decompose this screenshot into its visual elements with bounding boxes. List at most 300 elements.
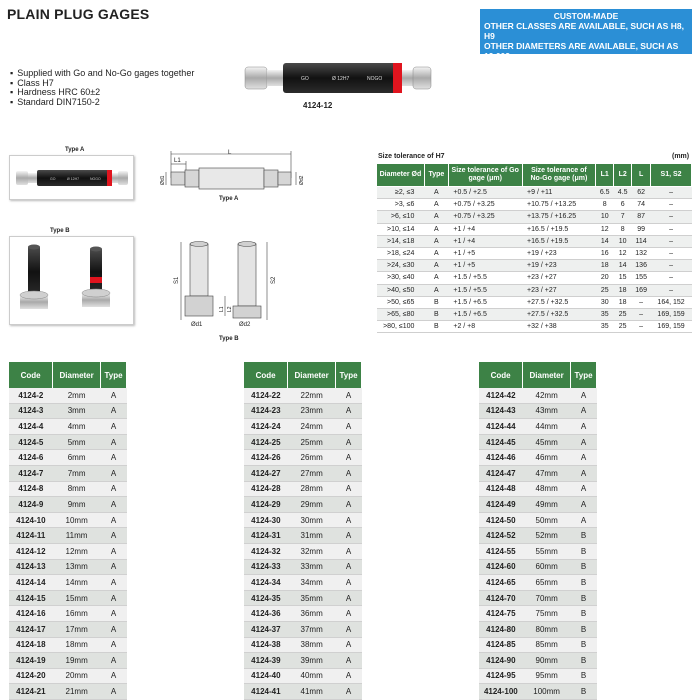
type-header: Type (336, 362, 362, 388)
type-cell: A (571, 450, 597, 466)
diameter-cell: 39mm (288, 653, 336, 669)
code-cell: 4124-17 (9, 621, 53, 637)
type-header: Type (101, 362, 127, 388)
tolerance-cell: >10, ≤14 (377, 223, 425, 235)
type-cell: A (101, 637, 127, 653)
tolerance-row (377, 321, 692, 333)
product-model-label: 4124-12 (303, 101, 333, 110)
tolerance-cell: +13.75 / +16.25 (522, 211, 596, 223)
diameter-cell: 49mm (523, 497, 571, 513)
tolerance-cell: 35 (596, 321, 614, 333)
type-cell: A (336, 450, 362, 466)
code-cell: 4124-7 (9, 465, 53, 481)
type-cell: A (101, 481, 127, 497)
tolerance-cell: 12 (596, 223, 614, 235)
tolerance-cell: A (424, 260, 448, 272)
diameter-cell: 80mm (523, 621, 571, 637)
code-header: Code (9, 362, 53, 388)
type-cell: A (336, 653, 362, 669)
code-cell: 4124-35 (244, 590, 288, 606)
tolerance-cell: +27.5 / +32.5 (522, 296, 596, 308)
type-cell: A (336, 668, 362, 684)
diameter-cell: 12mm (53, 543, 101, 559)
tolerance-cell: 18 (614, 296, 632, 308)
type-cell: B (571, 684, 597, 700)
tolerance-cell: – (651, 187, 692, 199)
tolerance-cell: >80, ≤100 (377, 321, 425, 333)
type-cell: A (336, 590, 362, 606)
tolerance-cell: 14 (596, 235, 614, 247)
tolerance-cell: 132 (632, 247, 651, 259)
diameter-cell: 65mm (523, 575, 571, 591)
nogo-mark: NOGO (90, 177, 101, 181)
type-cell: A (336, 481, 362, 497)
table-row (9, 621, 127, 637)
type-cell: B (571, 543, 597, 559)
code-cell: 4124-50 (479, 512, 523, 528)
diameter-cell: 24mm (288, 419, 336, 435)
tolerance-row (377, 211, 692, 223)
code-cell: 4124-24 (244, 419, 288, 435)
diameter-cell: 36mm (288, 606, 336, 622)
tolerance-cell: >3, ≤6 (377, 199, 425, 211)
diameter-cell: 11mm (53, 528, 101, 544)
code-header: Code (479, 362, 523, 388)
code-cell: 4124-85 (479, 637, 523, 653)
custom-made-line: OTHER LENGTHS ARE AVAILABLE, SUCH AS 70mm (484, 61, 669, 81)
type-b-photo (9, 236, 134, 325)
tolerance-cell: +1.5 / +5.5 (448, 272, 522, 284)
type-a-photo (9, 155, 134, 200)
table-row (9, 450, 127, 466)
code-cell: 4124-34 (244, 575, 288, 591)
type-cell: A (101, 606, 127, 622)
code-cell: 4124-9 (9, 497, 53, 513)
table-row (9, 419, 127, 435)
diameter-cell: 4mm (53, 419, 101, 435)
tolerance-cell: 20 (596, 272, 614, 284)
dim-s2: S2 (271, 276, 277, 284)
type-cell: B (571, 653, 597, 669)
table-row (479, 465, 597, 481)
table-row (244, 637, 362, 653)
nogo-mark: NOGO (367, 76, 383, 82)
code-cell: 4124-90 (479, 653, 523, 669)
code-cell: 4124-39 (244, 653, 288, 669)
type-cell: A (336, 434, 362, 450)
table-row (9, 684, 127, 700)
table-row (244, 653, 362, 669)
tolerance-row (377, 296, 692, 308)
tolerance-cell: +16.5 / +19.5 (522, 235, 596, 247)
code-cell: 4124-8 (9, 481, 53, 497)
table-row (479, 606, 597, 622)
product-image (243, 60, 433, 96)
code-cell: 4124-52 (479, 528, 523, 544)
tolerance-cell: 74 (632, 199, 651, 211)
tolerance-cell: A (424, 187, 448, 199)
tolerance-cell: B (424, 308, 448, 320)
table-row (9, 388, 127, 403)
tolerance-cell: – (632, 321, 651, 333)
diameter-cell: 28mm (288, 481, 336, 497)
tolerance-cell: – (632, 296, 651, 308)
code-cell: 4124-44 (479, 419, 523, 435)
tolerance-cell: – (651, 223, 692, 235)
diameter-cell: 22mm (288, 388, 336, 403)
tolerance-cell: +0.5 / +2.5 (448, 187, 522, 199)
diameter-cell: 37mm (288, 621, 336, 637)
code-cell: 4124-65 (479, 575, 523, 591)
table-row (244, 497, 362, 513)
diameter-cell: 47mm (523, 465, 571, 481)
tolerance-cell: A (424, 284, 448, 296)
table-row (244, 419, 362, 435)
diameter-cell: 46mm (523, 450, 571, 466)
tolerance-cell: 18 (596, 260, 614, 272)
type-cell: A (101, 684, 127, 700)
type-cell: A (101, 543, 127, 559)
diameter-cell: 60mm (523, 559, 571, 575)
type-cell: B (571, 528, 597, 544)
tolerance-cell: 99 (632, 223, 651, 235)
diameter-cell: 7mm (53, 465, 101, 481)
diameter-cell: 35mm (288, 590, 336, 606)
diameter-cell: 25mm (288, 434, 336, 450)
dim-d1: Ød1 (191, 322, 203, 328)
code-cell: 4124-15 (9, 590, 53, 606)
table-row (244, 388, 362, 403)
table-row (479, 575, 597, 591)
tolerance-cell: >14, ≤18 (377, 235, 425, 247)
table-row (244, 575, 362, 591)
type-cell: A (571, 465, 597, 481)
tolerance-cell: +0.75 / +3.25 (448, 199, 522, 211)
code-cell: 4124-47 (479, 465, 523, 481)
tolerance-cell: +27.5 / +32.5 (522, 308, 596, 320)
tolerance-cell: +23 / +27 (522, 272, 596, 284)
tolerance-cell: 15 (614, 272, 632, 284)
custom-made-heading: CUSTOM-MADE (553, 11, 619, 21)
feature-item: ▪ Standard DIN7150-2 (10, 98, 194, 108)
type-cell: B (571, 575, 597, 591)
tolerance-cell: 169, 159 (651, 321, 692, 333)
diameter-cell: 38mm (288, 637, 336, 653)
tolerance-cell: 6 (614, 199, 632, 211)
code-cell: 4124-16 (9, 606, 53, 622)
table-row (9, 559, 127, 575)
type-b-photo-label: Type B (50, 228, 70, 234)
dim-d2: Ød2 (239, 322, 251, 328)
dim-l2: L2 (227, 306, 233, 312)
type-cell: A (336, 512, 362, 528)
table-row (9, 481, 127, 497)
table-row (9, 668, 127, 684)
diameter-cell: 43mm (523, 403, 571, 419)
tolerance-cell: 16 (596, 247, 614, 259)
table-row (244, 590, 362, 606)
type-cell: B (571, 559, 597, 575)
table-row (479, 668, 597, 684)
type-cell: A (101, 450, 127, 466)
table-row (479, 559, 597, 575)
tolerance-cell: 6.5 (596, 187, 614, 199)
diameter-cell: 40mm (288, 668, 336, 684)
table-row (9, 528, 127, 544)
code-cell: 4124-41 (244, 684, 288, 700)
tolerance-cell: 136 (632, 260, 651, 272)
table-row (9, 653, 127, 669)
code-header-row (244, 362, 362, 388)
tolerance-cell: 155 (632, 272, 651, 284)
tolerance-header: Type (424, 164, 448, 187)
tolerance-cell: – (651, 235, 692, 247)
type-cell: A (101, 434, 127, 450)
tolerance-cell: A (424, 272, 448, 284)
code-cell: 4124-21 (9, 684, 53, 700)
table-row (479, 481, 597, 497)
type-a-drawing (156, 148, 306, 204)
code-cell: 4124-31 (244, 528, 288, 544)
table-row (479, 497, 597, 513)
tolerance-cell: – (651, 211, 692, 223)
diameter-cell: 70mm (523, 590, 571, 606)
type-cell: A (571, 434, 597, 450)
tolerance-cell: 14 (614, 260, 632, 272)
tolerance-header: S1, S2 (651, 164, 692, 187)
table-row (9, 575, 127, 591)
code-cell: 4124-43 (479, 403, 523, 419)
dim-l1: L1 (219, 306, 225, 312)
code-cell: 4124-29 (244, 497, 288, 513)
size-mark: Ø 12H7 (332, 76, 350, 82)
code-cell: 4124-32 (244, 543, 288, 559)
tolerance-cell: >50, ≤65 (377, 296, 425, 308)
code-cell: 4124-40 (244, 668, 288, 684)
tolerance-unit: (mm) (672, 153, 690, 160)
diameter-header: Diameter (523, 362, 571, 388)
tolerance-cell: +1.5 / +5.5 (448, 284, 522, 296)
code-cell: 4124-22 (244, 388, 288, 403)
type-cell: A (571, 481, 597, 497)
tolerance-cell: A (424, 223, 448, 235)
code-cell: 4124-80 (479, 621, 523, 637)
table-row (244, 528, 362, 544)
page-title: PLAIN PLUG GAGES (7, 6, 150, 22)
tolerance-cell: 10 (596, 211, 614, 223)
table-row (244, 481, 362, 497)
type-cell: A (101, 512, 127, 528)
tolerance-cell: 25 (614, 308, 632, 320)
tolerance-cell: 8 (614, 223, 632, 235)
type-b-drawing-label: Type B (219, 336, 239, 342)
type-cell: B (571, 668, 597, 684)
type-cell: A (336, 497, 362, 513)
tolerance-cell: +32 / +38 (522, 321, 596, 333)
diameter-cell: 31mm (288, 528, 336, 544)
tolerance-header: L1 (596, 164, 614, 187)
diameter-cell: 16mm (53, 606, 101, 622)
tolerance-cell: +1 / +4 (448, 235, 522, 247)
diameter-cell: 15mm (53, 590, 101, 606)
tolerance-row (377, 284, 692, 296)
type-cell: A (101, 497, 127, 513)
dim-l: L (228, 150, 232, 156)
code-cell: 4124-75 (479, 606, 523, 622)
type-cell: A (101, 590, 127, 606)
table-row (244, 512, 362, 528)
code-cell: 4124-5 (9, 434, 53, 450)
tolerance-cell: +1 / +4 (448, 223, 522, 235)
table-row (9, 606, 127, 622)
tolerance-cell: B (424, 296, 448, 308)
table-row (479, 684, 597, 700)
type-cell: A (336, 575, 362, 591)
type-cell: A (336, 684, 362, 700)
type-cell: A (571, 419, 597, 435)
type-cell: A (101, 653, 127, 669)
tolerance-cell: 30 (596, 296, 614, 308)
diameter-cell: 3mm (53, 403, 101, 419)
custom-made-line: OTHER DIAMETERS ARE AVAILABLE, SUCH AS 19.003mm (484, 41, 679, 61)
tolerance-row (377, 223, 692, 235)
type-cell: A (101, 388, 127, 403)
diameter-cell: 6mm (53, 450, 101, 466)
table-row (244, 450, 362, 466)
code-cell: 4124-46 (479, 450, 523, 466)
code-cell: 4124-11 (9, 528, 53, 544)
code-cell: 4124-49 (479, 497, 523, 513)
table-row (479, 403, 597, 419)
table-row (479, 388, 597, 403)
diameter-cell: 9mm (53, 497, 101, 513)
diameter-cell: 10mm (53, 512, 101, 528)
go-mark: GO (301, 76, 309, 82)
tolerance-cell: 25 (614, 321, 632, 333)
table-row (479, 543, 597, 559)
code-cell: 4124-42 (479, 388, 523, 403)
tolerance-cell: ≥2, ≤3 (377, 187, 425, 199)
code-cell: 4124-30 (244, 512, 288, 528)
tolerance-cell: >6, ≤10 (377, 211, 425, 223)
table-row (479, 419, 597, 435)
tolerance-cell: 169 (632, 284, 651, 296)
size-mark: Ø 12H7 (67, 177, 80, 181)
diameter-cell: 13mm (53, 559, 101, 575)
diameter-cell: 44mm (523, 419, 571, 435)
tolerance-cell: – (651, 284, 692, 296)
tolerance-cell: 164, 152 (651, 296, 692, 308)
code-cell: 4124-45 (479, 434, 523, 450)
code-cell: 4124-2 (9, 388, 53, 403)
diameter-cell: 5mm (53, 434, 101, 450)
tolerance-row (377, 199, 692, 211)
table-row (9, 434, 127, 450)
type-cell: A (571, 388, 597, 403)
tolerance-table-title: Size tolerance of H7 (378, 153, 445, 160)
table-row (244, 668, 362, 684)
diameter-cell: 29mm (288, 497, 336, 513)
type-cell: A (101, 528, 127, 544)
code-cell: 4124-70 (479, 590, 523, 606)
type-cell: A (336, 637, 362, 653)
tolerance-cell: +1 / +5 (448, 260, 522, 272)
type-cell: B (571, 606, 597, 622)
table-row (244, 559, 362, 575)
tolerance-cell: +10.75 / +13.25 (522, 199, 596, 211)
diameter-cell: 21mm (53, 684, 101, 700)
code-table-1 (9, 362, 127, 700)
type-cell: A (571, 497, 597, 513)
type-cell: A (101, 465, 127, 481)
tolerance-row (377, 260, 692, 272)
diameter-cell: 26mm (288, 450, 336, 466)
tolerance-row (377, 187, 692, 199)
diameter-cell: 95mm (523, 668, 571, 684)
type-cell: A (336, 543, 362, 559)
diameter-cell: 48mm (523, 481, 571, 497)
code-cell: 4124-60 (479, 559, 523, 575)
tolerance-cell: 25 (596, 284, 614, 296)
type-cell: A (571, 512, 597, 528)
type-cell: A (101, 668, 127, 684)
tolerance-cell: +19 / +23 (522, 247, 596, 259)
tolerance-row (377, 235, 692, 247)
tolerance-cell: – (651, 260, 692, 272)
diameter-cell: 34mm (288, 575, 336, 591)
code-cell: 4124-55 (479, 543, 523, 559)
diameter-cell: 30mm (288, 512, 336, 528)
tolerance-cell: +9 / +11 (522, 187, 596, 199)
table-row (479, 434, 597, 450)
type-cell: A (336, 559, 362, 575)
tolerance-cell: >65, ≤80 (377, 308, 425, 320)
feature-item: ▪ Hardness HRC 60±2 (10, 88, 194, 98)
table-row (244, 465, 362, 481)
diameter-cell: 8mm (53, 481, 101, 497)
table-row (9, 465, 127, 481)
code-cell: 4124-100 (479, 684, 523, 700)
code-cell: 4124-6 (9, 450, 53, 466)
tolerance-cell: 114 (632, 235, 651, 247)
tolerance-table (376, 163, 692, 333)
table-row (244, 403, 362, 419)
type-cell: B (571, 590, 597, 606)
type-cell: A (336, 621, 362, 637)
diameter-cell: 27mm (288, 465, 336, 481)
type-header: Type (571, 362, 597, 388)
tolerance-cell: >30, ≤40 (377, 272, 425, 284)
diameter-header: Diameter (288, 362, 336, 388)
diameter-cell: 41mm (288, 684, 336, 700)
tolerance-header: Diameter Ød (377, 164, 425, 187)
type-cell: A (101, 621, 127, 637)
tolerance-cell: +0.75 / +3.25 (448, 211, 522, 223)
code-cell: 4124-48 (479, 481, 523, 497)
code-table-2 (244, 362, 362, 700)
feature-list (10, 69, 194, 107)
dim-s1: S1 (174, 276, 180, 284)
tolerance-cell: >40, ≤50 (377, 284, 425, 296)
table-row (9, 512, 127, 528)
code-cell: 4124-26 (244, 450, 288, 466)
diameter-cell: 75mm (523, 606, 571, 622)
diameter-cell: 100mm (523, 684, 571, 700)
diameter-cell: 50mm (523, 512, 571, 528)
tolerance-cell: +1.5 / +6.5 (448, 296, 522, 308)
table-row (479, 653, 597, 669)
tolerance-cell: +23 / +27 (522, 284, 596, 296)
